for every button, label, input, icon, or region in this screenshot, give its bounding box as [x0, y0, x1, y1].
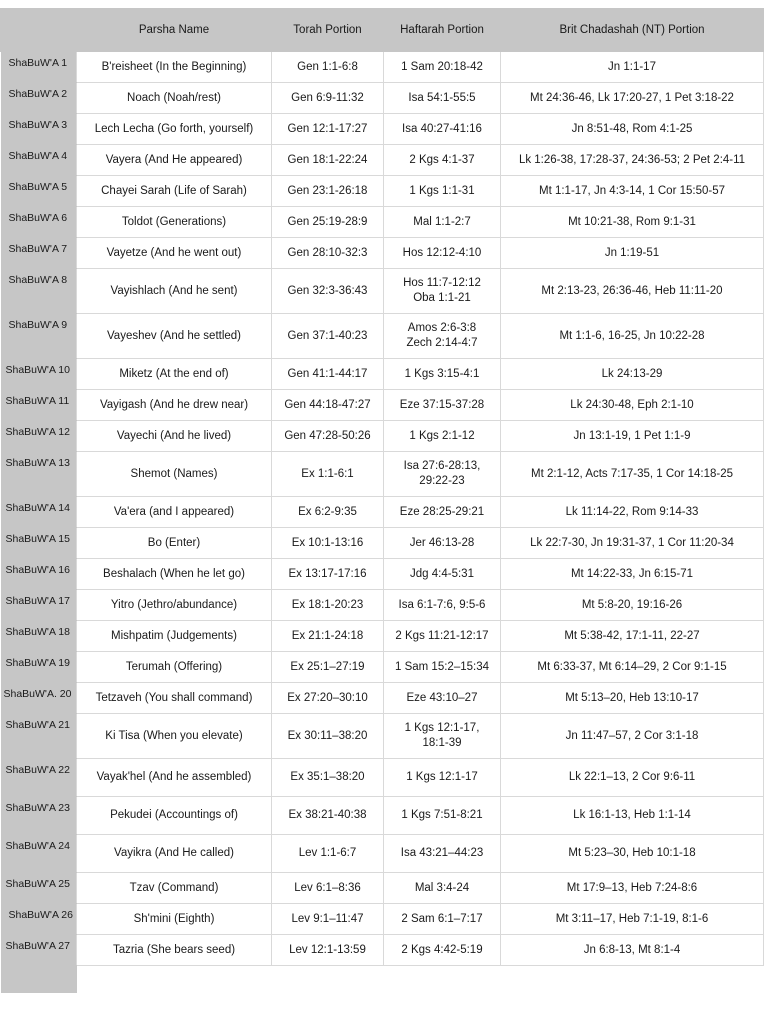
haftarah-portion-cell — [384, 269, 501, 314]
haftarah-portion-cell: 2 Sam 6:1–7:17 — [384, 904, 501, 935]
table-row — [1, 52, 764, 83]
haftarah-portion-cell: 1 Sam 20:18-42 — [384, 52, 501, 83]
haftarah-line-2: Oba 1:1-21 — [413, 292, 471, 304]
haftarah-portion-cell: 1 Kgs 1:1-31 — [384, 176, 501, 207]
table-row — [1, 176, 764, 207]
week-label: ShaBuW'A 8 — [1, 269, 77, 314]
week-label: ShaBuW'A 16 — [1, 559, 77, 590]
nt-portion-cell: Mt 24:36-46, Lk 17:20-27, 1 Pet 3:18-22 — [501, 83, 764, 114]
table-row — [1, 590, 764, 621]
nt-portion-cell: Lk 24:30-48, Eph 2:1-10 — [501, 390, 764, 421]
parsha-name-cell: Chayei Sarah (Life of Sarah) — [77, 176, 272, 207]
torah-portion-cell: Lev 6:1–8:36 — [272, 873, 384, 904]
table-row — [1, 390, 764, 421]
table-row — [1, 359, 764, 390]
nt-portion-cell: Mt 3:11–17, Heb 7:1-19, 8:1-6 — [501, 904, 764, 935]
haftarah-line-2: 18:1-39 — [422, 737, 462, 749]
table-row — [1, 714, 764, 759]
torah-portion-cell: Ex 35:1–38:20 — [272, 759, 384, 797]
week-label: ShaBuW'A 10 — [1, 359, 77, 390]
nt-portion-cell: Mt 5:23–30, Heb 10:1-18 — [501, 835, 764, 873]
parsha-name-cell: Vayikra (And He called) — [77, 835, 272, 873]
table-row — [1, 114, 764, 145]
footer-spacer — [384, 966, 501, 993]
parsha-name-cell: Vayishlach (And he sent) — [77, 269, 272, 314]
parsha-name-cell: Vayechi (And he lived) — [77, 421, 272, 452]
week-label: ShaBuW'A 7 — [1, 238, 77, 269]
parsha-name-cell: Vayeshev (And he settled) — [77, 314, 272, 359]
torah-portion-cell: Lev 1:1-6:7 — [272, 835, 384, 873]
parsha-name-cell: Shemot (Names) — [77, 452, 272, 497]
haftarah-portion-cell: 2 Kgs 11:21-12:17 — [384, 621, 501, 652]
torah-portion-cell: Ex 1:1-6:1 — [272, 452, 384, 497]
footer-shade — [1, 966, 77, 993]
nt-portion-cell: Jn 13:1-19, 1 Pet 1:1-9 — [501, 421, 764, 452]
table-row — [1, 759, 764, 797]
table-row — [1, 652, 764, 683]
table-row — [1, 207, 764, 238]
parsha-name-cell: Beshalach (When he let go) — [77, 559, 272, 590]
week-label: ShaBuW'A 21 — [1, 714, 77, 759]
haftarah-portion-cell: Jer 46:13-28 — [384, 528, 501, 559]
haftarah-portion-cell: Mal 3:4-24 — [384, 873, 501, 904]
torah-portion-cell: Ex 25:1–27:19 — [272, 652, 384, 683]
parsha-name-cell: Terumah (Offering) — [77, 652, 272, 683]
header-week — [1, 9, 77, 52]
torah-portion-table — [0, 8, 764, 993]
table-row — [1, 835, 764, 873]
parsha-name-cell: Miketz (At the end of) — [77, 359, 272, 390]
nt-portion-cell: Mt 1:1-6, 16-25, Jn 10:22-28 — [501, 314, 764, 359]
week-label: ShaBuW'A 17 — [1, 590, 77, 621]
nt-portion-cell: Lk 11:14-22, Rom 9:14-33 — [501, 497, 764, 528]
haftarah-line-1: Amos 2:6-3:8 — [407, 322, 477, 334]
nt-portion-cell: Jn 8:51-48, Rom 4:1-25 — [501, 114, 764, 145]
haftarah-portion-cell: Eze 28:25-29:21 — [384, 497, 501, 528]
nt-portion-cell: Mt 5:38-42, 17:1-11, 22-27 — [501, 621, 764, 652]
week-label: ShaBuW'A 1 — [1, 52, 77, 83]
nt-portion-cell: Mt 5:13–20, Heb 13:10-17 — [501, 683, 764, 714]
nt-portion-cell: Mt 14:22-33, Jn 6:15-71 — [501, 559, 764, 590]
table-row — [1, 935, 764, 966]
parsha-name-cell: Bo (Enter) — [77, 528, 272, 559]
table-row — [1, 904, 764, 935]
haftarah-portion-cell: 1 Kgs 12:1-17 — [384, 759, 501, 797]
parsha-name-cell: Tetzaveh (You shall command) — [77, 683, 272, 714]
torah-portion-cell: Ex 10:1-13:16 — [272, 528, 384, 559]
footer-spacer — [501, 966, 764, 993]
haftarah-portion-cell — [384, 314, 501, 359]
table-row — [1, 145, 764, 176]
parsha-name-cell: Va'era (and I appeared) — [77, 497, 272, 528]
nt-portion-cell: Jn 6:8-13, Mt 8:1-4 — [501, 935, 764, 966]
haftarah-portion-cell: 1 Kgs 7:51-8:21 — [384, 797, 501, 835]
haftarah-line-2: Zech 2:14-4:7 — [406, 337, 478, 349]
week-label: ShaBuW'A 15 — [1, 528, 77, 559]
table-row — [1, 421, 764, 452]
table-row — [1, 83, 764, 114]
torah-portion-cell: Ex 27:20–30:10 — [272, 683, 384, 714]
parsha-name-cell: Vayak'hel (And he assembled) — [77, 759, 272, 797]
torah-portion-cell: Gen 25:19-28:9 — [272, 207, 384, 238]
haftarah-portion-cell: Eze 37:15-37:28 — [384, 390, 501, 421]
header-haftarah-portion: Haftarah Portion — [384, 9, 501, 52]
nt-portion-cell: Mt 10:21-38, Rom 9:1-31 — [501, 207, 764, 238]
parsha-name-cell: Toldot (Generations) — [77, 207, 272, 238]
parsha-name-cell: Vayera (And He appeared) — [77, 145, 272, 176]
haftarah-portion-cell: Isa 40:27-41:16 — [384, 114, 501, 145]
parsha-name-cell: B'reisheet (In the Beginning) — [77, 52, 272, 83]
parsha-name-cell: Vayigash (And he drew near) — [77, 390, 272, 421]
haftarah-portion-cell: 2 Kgs 4:42-5:19 — [384, 935, 501, 966]
week-label: ShaBuW'A 24 — [1, 835, 77, 873]
torah-portion-cell: Gen 32:3-36:43 — [272, 269, 384, 314]
torah-portion-cell: Gen 37:1-40:23 — [272, 314, 384, 359]
haftarah-portion-cell: Jdg 4:4-5:31 — [384, 559, 501, 590]
table-row — [1, 683, 764, 714]
nt-portion-cell: Mt 17:9–13, Heb 7:24-8:6 — [501, 873, 764, 904]
week-label: ShaBuW'A 19 — [1, 652, 77, 683]
torah-portion-cell: Lev 9:1–11:47 — [272, 904, 384, 935]
nt-portion-cell: Mt 2:1-12, Acts 7:17-35, 1 Cor 14:18-25 — [501, 452, 764, 497]
week-label: ShaBuW'A 2 — [1, 83, 77, 114]
parsha-name-cell: Noach (Noah/rest) — [77, 83, 272, 114]
nt-portion-cell: Mt 5:8-20, 19:16-26 — [501, 590, 764, 621]
parsha-name-cell: Tzav (Command) — [77, 873, 272, 904]
nt-portion-cell: Mt 2:13-23, 26:36-46, Heb 11:11-20 — [501, 269, 764, 314]
torah-portion-cell: Ex 30:11–38:20 — [272, 714, 384, 759]
nt-portion-cell: Lk 1:26-38, 17:28-37, 24:36-53; 2 Pet 2:4-11 — [501, 145, 764, 176]
nt-portion-cell: Jn 1:19-51 — [501, 238, 764, 269]
week-label: ShaBuW'A 3 — [1, 114, 77, 145]
haftarah-line-1: 1 Kgs 12:1-17, — [404, 722, 480, 734]
week-label: ShaBuW'A. 20 — [1, 683, 77, 714]
torah-portion-cell: Lev 12:1-13:59 — [272, 935, 384, 966]
parsha-name-cell: Sh'mini (Eighth) — [77, 904, 272, 935]
torah-portion-cell: Gen 6:9-11:32 — [272, 83, 384, 114]
table-row — [1, 528, 764, 559]
table-row — [1, 873, 764, 904]
haftarah-portion-cell: Isa 43:21–44:23 — [384, 835, 501, 873]
haftarah-line-1: Isa 27:6-28:13, — [403, 460, 481, 472]
haftarah-portion-cell: Mal 1:1-2:7 — [384, 207, 501, 238]
table-row — [1, 452, 764, 497]
parsha-name-cell: Tazria (She bears seed) — [77, 935, 272, 966]
nt-portion-cell: Mt 6:33-37, Mt 6:14–29, 2 Cor 9:1-15 — [501, 652, 764, 683]
parsha-name-cell: Yitro (Jethro/abundance) — [77, 590, 272, 621]
week-label: ShaBuW'A 22 — [1, 759, 77, 797]
week-label: ShaBuW'A 18 — [1, 621, 77, 652]
torah-portion-cell: Gen 12:1-17:27 — [272, 114, 384, 145]
haftarah-portion-cell — [384, 714, 501, 759]
torah-portion-cell: Ex 38:21-40:38 — [272, 797, 384, 835]
table-row — [1, 314, 764, 359]
header-nt-portion: Brit Chadashah (NT) Portion — [501, 9, 764, 52]
torah-portion-cell: Ex 13:17-17:16 — [272, 559, 384, 590]
week-label: ShaBuW'A 6 — [1, 207, 77, 238]
table-row — [1, 238, 764, 269]
week-label: ShaBuW'A 9 — [1, 314, 77, 359]
torah-portion-cell: Gen 1:1-6:8 — [272, 52, 384, 83]
footer-spacer — [272, 966, 384, 993]
torah-portion-cell: Ex 21:1-24:18 — [272, 621, 384, 652]
week-label: ShaBuW'A 4 — [1, 145, 77, 176]
week-label: ShaBuW'A 5 — [1, 176, 77, 207]
week-label: ShaBuW'A 14 — [1, 497, 77, 528]
torah-portion-cell: Gen 47:28-50:26 — [272, 421, 384, 452]
torah-portion-cell: Ex 18:1-20:23 — [272, 590, 384, 621]
week-label: ShaBuW'A 26 — [1, 904, 77, 935]
haftarah-portion-cell: 1 Sam 15:2–15:34 — [384, 652, 501, 683]
header-parsha-name: Parsha Name — [77, 9, 272, 52]
torah-portion-cell: Gen 44:18-47:27 — [272, 390, 384, 421]
table-row — [1, 621, 764, 652]
haftarah-portion-cell: 1 Kgs 3:15-4:1 — [384, 359, 501, 390]
week-label: ShaBuW'A 23 — [1, 797, 77, 835]
table-row — [1, 497, 764, 528]
haftarah-portion-cell — [384, 452, 501, 497]
week-label: ShaBuW'A 13 — [1, 452, 77, 497]
torah-portion-cell: Ex 6:2-9:35 — [272, 497, 384, 528]
footer-spacer — [77, 966, 272, 993]
haftarah-portion-cell: 2 Kgs 4:1-37 — [384, 145, 501, 176]
nt-portion-cell: Lk 22:7-30, Jn 19:31-37, 1 Cor 11:20-34 — [501, 528, 764, 559]
haftarah-line-2: 29:22-23 — [419, 475, 465, 487]
haftarah-line-1: Hos 11:7-12:12 — [403, 277, 481, 289]
nt-portion-cell: Lk 24:13-29 — [501, 359, 764, 390]
haftarah-portion-cell: Isa 54:1-55:5 — [384, 83, 501, 114]
torah-portion-cell: Gen 23:1-26:18 — [272, 176, 384, 207]
week-label: ShaBuW'A 12 — [1, 421, 77, 452]
table-row — [1, 797, 764, 835]
header-torah-portion: Torah Portion — [272, 9, 384, 52]
nt-portion-cell: Lk 22:1–13, 2 Cor 9:6-11 — [501, 759, 764, 797]
nt-portion-cell: Jn 1:1-17 — [501, 52, 764, 83]
torah-portion-cell: Gen 41:1-44:17 — [272, 359, 384, 390]
haftarah-portion-cell: Hos 12:12-4:10 — [384, 238, 501, 269]
week-label: ShaBuW'A 27 — [1, 935, 77, 966]
parsha-name-cell: Pekudei (Accountings of) — [77, 797, 272, 835]
table-footer-band — [1, 966, 764, 993]
table-header-row — [1, 9, 764, 52]
table-row — [1, 559, 764, 590]
torah-portion-cell: Gen 18:1-22:24 — [272, 145, 384, 176]
nt-portion-cell: Jn 11:47–57, 2 Cor 3:1-18 — [501, 714, 764, 759]
parsha-name-cell: Vayetze (And he went out) — [77, 238, 272, 269]
nt-portion-cell: Mt 1:1-17, Jn 4:3-14, 1 Cor 15:50-57 — [501, 176, 764, 207]
torah-portion-cell: Gen 28:10-32:3 — [272, 238, 384, 269]
haftarah-portion-cell: Eze 43:10–27 — [384, 683, 501, 714]
haftarah-portion-cell: 1 Kgs 2:1-12 — [384, 421, 501, 452]
parsha-name-cell: Lech Lecha (Go forth, yourself) — [77, 114, 272, 145]
haftarah-portion-cell: Isa 6:1-7:6, 9:5-6 — [384, 590, 501, 621]
week-label: ShaBuW'A 11 — [1, 390, 77, 421]
parsha-name-cell: Ki Tisa (When you elevate) — [77, 714, 272, 759]
table-row — [1, 269, 764, 314]
week-label: ShaBuW'A 25 — [1, 873, 77, 904]
nt-portion-cell: Lk 16:1-13, Heb 1:1-14 — [501, 797, 764, 835]
parsha-name-cell: Mishpatim (Judgements) — [77, 621, 272, 652]
